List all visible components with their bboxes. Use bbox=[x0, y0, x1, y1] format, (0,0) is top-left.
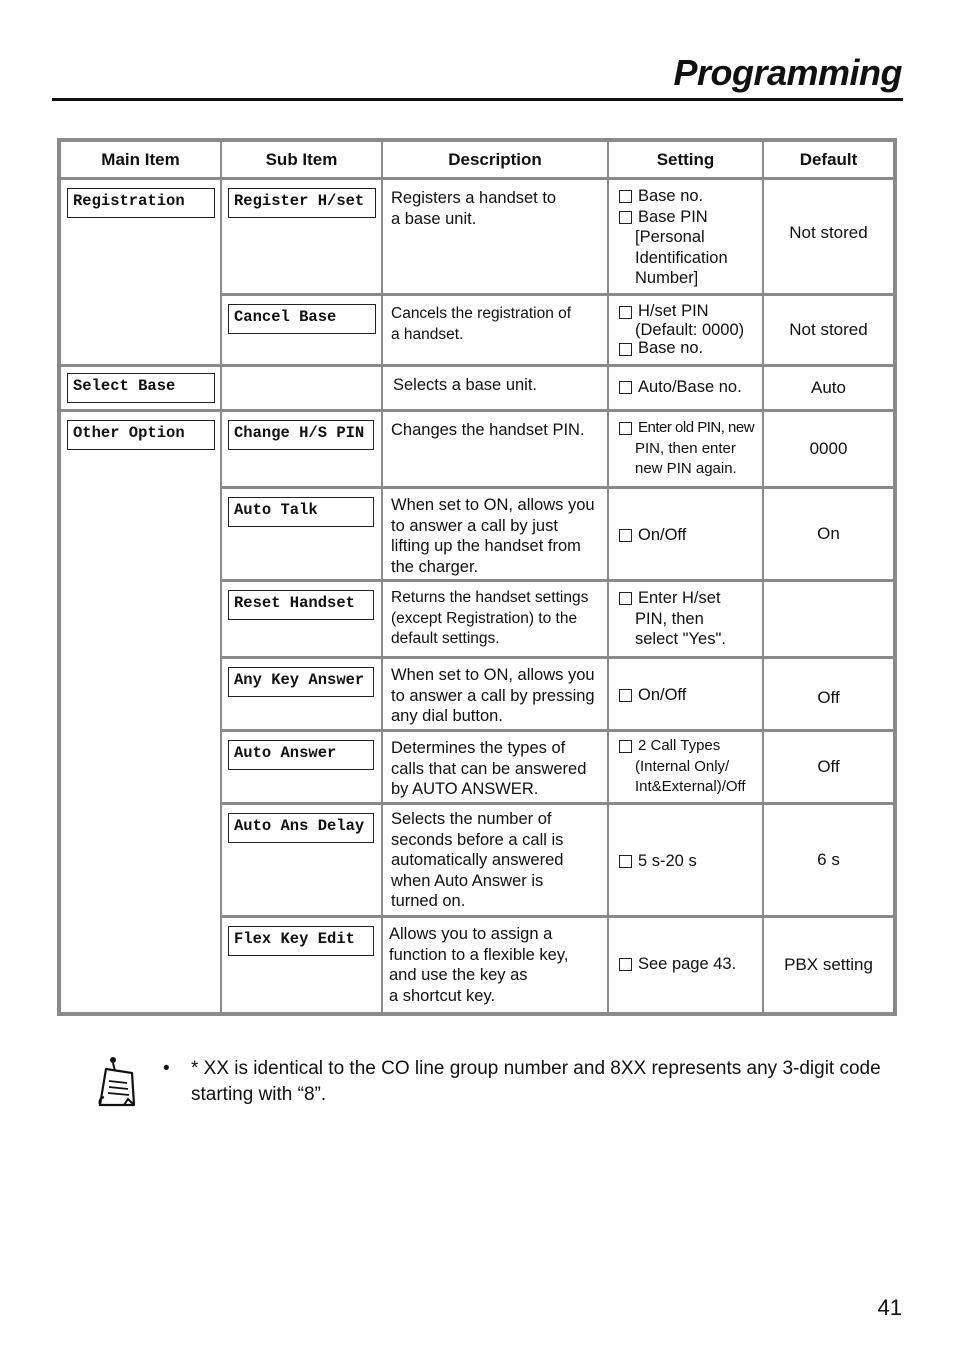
main-item-other-option-cell bbox=[61, 412, 220, 1012]
sub-item-cell bbox=[222, 805, 381, 915]
description-line: Determines the types of bbox=[391, 739, 566, 757]
checkbox-icon bbox=[619, 343, 632, 356]
checkbox-icon bbox=[619, 689, 632, 702]
sub-item-label: Auto Answer bbox=[228, 740, 374, 770]
description-line: to answer a call by just bbox=[391, 516, 558, 535]
description-line: Selects the number of bbox=[391, 810, 552, 828]
setting-line: Int&External)/Off bbox=[635, 778, 746, 795]
main-item-other-option: Other Option bbox=[67, 420, 215, 450]
description-line: the charger. bbox=[391, 557, 479, 576]
setting-cell bbox=[609, 412, 762, 486]
sub-item-label: Register H/set bbox=[228, 188, 376, 218]
description-line: default settings. bbox=[391, 630, 500, 647]
sub-item-label: Change H/S PIN bbox=[228, 420, 374, 450]
sub-item-label: Any Key Answer bbox=[228, 667, 374, 697]
setting-line: PIN, then enter bbox=[635, 439, 736, 457]
bullet: • bbox=[163, 1058, 170, 1079]
header-default: Default bbox=[764, 142, 893, 177]
sub-item-cell bbox=[222, 918, 381, 1012]
sub-item-cell bbox=[222, 732, 381, 802]
setting-cell bbox=[609, 180, 762, 293]
checkbox-icon bbox=[619, 958, 632, 971]
setting-line: select "Yes". bbox=[635, 630, 726, 648]
setting-line: On/Off bbox=[638, 686, 687, 704]
footnote-text: * XX is identical to the CO line group number and 8XX represents any 3-digit code starting with “8”. bbox=[191, 1058, 881, 1105]
memo-note-icon bbox=[94, 1055, 142, 1111]
description-line: seconds before a call is bbox=[391, 830, 564, 849]
default-value: 6 s bbox=[764, 805, 893, 915]
sub-item-cell bbox=[222, 659, 381, 729]
description-line: any dial button. bbox=[391, 707, 503, 725]
description-line: Returns the handset settings bbox=[391, 589, 589, 606]
default-value: Not stored bbox=[764, 296, 893, 364]
description-line: Allows you to assign a bbox=[389, 925, 553, 943]
default-value bbox=[764, 582, 893, 656]
description-cell bbox=[383, 918, 607, 1012]
description-line: and use the key as bbox=[389, 966, 528, 984]
description-line: Changes the handset PIN. bbox=[391, 421, 585, 439]
checkbox-icon bbox=[619, 381, 632, 394]
setting-line: See page 43. bbox=[638, 955, 737, 973]
description-line: Registers a handset to bbox=[391, 189, 557, 207]
setting-line: Base PIN bbox=[638, 207, 708, 226]
description-line: When set to ON, allows you bbox=[391, 496, 595, 514]
sub-item-cell bbox=[222, 582, 381, 656]
setting-line: 5 s-20 s bbox=[638, 852, 697, 870]
title-rule bbox=[52, 98, 903, 101]
setting-line: Enter old PIN, new bbox=[638, 419, 755, 436]
setting-cell bbox=[609, 367, 762, 409]
description-line: when Auto Answer is bbox=[391, 871, 544, 890]
main-item-registration-cell bbox=[61, 180, 220, 364]
setting-cell bbox=[609, 489, 762, 579]
setting-line: PIN, then bbox=[635, 609, 704, 628]
settings-table bbox=[57, 138, 897, 1016]
setting-line: Auto/Base no. bbox=[638, 378, 742, 396]
checkbox-icon bbox=[619, 422, 632, 435]
default-value: PBX setting bbox=[764, 918, 893, 1012]
main-item-select-base-cell bbox=[61, 367, 220, 409]
setting-cell bbox=[609, 659, 762, 729]
description-line: turned on. bbox=[391, 892, 466, 910]
description-cell bbox=[383, 659, 607, 729]
description-line: automatically answered bbox=[391, 851, 564, 869]
sub-item-cell bbox=[222, 489, 381, 579]
checkbox-icon bbox=[619, 740, 632, 753]
default-value: Auto bbox=[764, 367, 893, 409]
setting-line: Number] bbox=[635, 269, 699, 287]
sub-item-label: Cancel Base bbox=[228, 304, 376, 334]
setting-line: On/Off bbox=[638, 526, 687, 544]
description-cell bbox=[383, 489, 607, 579]
sub-item-cell bbox=[222, 180, 381, 293]
default-value: On bbox=[764, 489, 893, 579]
setting-line: Enter H/set bbox=[638, 589, 721, 607]
description-line: a shortcut key. bbox=[389, 986, 496, 1005]
sub-item-label: Auto Talk bbox=[228, 497, 374, 527]
header-sub-item: Sub Item bbox=[222, 142, 381, 177]
setting-line: Identification bbox=[635, 248, 728, 267]
sub-item-cell bbox=[222, 296, 381, 364]
description-cell bbox=[383, 296, 607, 364]
sub-item-label: Reset Handset bbox=[228, 590, 374, 620]
description-line: lifting up the handset from bbox=[391, 537, 581, 555]
page-title: Programming bbox=[673, 52, 902, 93]
setting-line: 2 Call Types bbox=[638, 737, 721, 754]
main-item-select-base: Select Base bbox=[67, 373, 215, 403]
sub-item-cell bbox=[222, 412, 381, 486]
description-line: function to a flexible key, bbox=[389, 945, 569, 964]
checkbox-icon bbox=[619, 592, 632, 605]
setting-cell bbox=[609, 732, 762, 802]
setting-cell bbox=[609, 582, 762, 656]
description-line: Selects a base unit. bbox=[393, 376, 538, 394]
description-cell bbox=[383, 180, 607, 293]
setting-cell bbox=[609, 805, 762, 915]
description-cell bbox=[383, 805, 607, 915]
checkbox-icon bbox=[619, 211, 632, 224]
default-value: Off bbox=[764, 659, 893, 729]
default-value: Not stored bbox=[764, 180, 893, 293]
footnote bbox=[163, 1056, 883, 1108]
description-line: When set to ON, allows you bbox=[391, 666, 595, 684]
page-number: 41 bbox=[877, 1295, 902, 1320]
setting-line: [Personal bbox=[635, 228, 705, 246]
setting-line: new PIN again. bbox=[635, 460, 737, 477]
description-line: by AUTO ANSWER. bbox=[391, 780, 539, 798]
main-item-registration: Registration bbox=[67, 188, 215, 218]
checkbox-icon bbox=[619, 855, 632, 868]
sub-item-label: Auto Ans Delay bbox=[228, 813, 374, 843]
header-description: Description bbox=[383, 142, 607, 177]
default-value: Off bbox=[764, 732, 893, 802]
description-cell bbox=[383, 367, 607, 409]
setting-line: H/set PIN bbox=[638, 302, 709, 320]
description-line: a handset. bbox=[391, 325, 464, 343]
description-line: a base unit. bbox=[391, 209, 477, 228]
setting-line: Base no. bbox=[638, 187, 704, 205]
setting-line: Base no. bbox=[638, 339, 704, 357]
description-line: to answer a call by pressing bbox=[391, 686, 595, 705]
setting-cell bbox=[609, 296, 762, 364]
description-line: (except Registration) to the bbox=[391, 609, 578, 627]
header-setting: Setting bbox=[609, 142, 762, 177]
sub-item-label: Flex Key Edit bbox=[228, 926, 374, 956]
header-main-item: Main Item bbox=[61, 142, 220, 177]
setting-cell bbox=[609, 918, 762, 1012]
description-cell bbox=[383, 582, 607, 656]
description-line: Cancels the registration of bbox=[391, 305, 572, 322]
description-cell bbox=[383, 412, 607, 486]
setting-line: (Internal Only/ bbox=[635, 757, 730, 775]
default-value: 0000 bbox=[764, 412, 893, 486]
description-cell bbox=[383, 732, 607, 802]
checkbox-icon bbox=[619, 529, 632, 542]
setting-line: (Default: 0000) bbox=[635, 320, 745, 339]
description-line: calls that can be answered bbox=[391, 759, 587, 778]
sub-item-cell bbox=[222, 367, 381, 409]
checkbox-icon bbox=[619, 190, 632, 203]
checkbox-icon bbox=[619, 306, 632, 319]
